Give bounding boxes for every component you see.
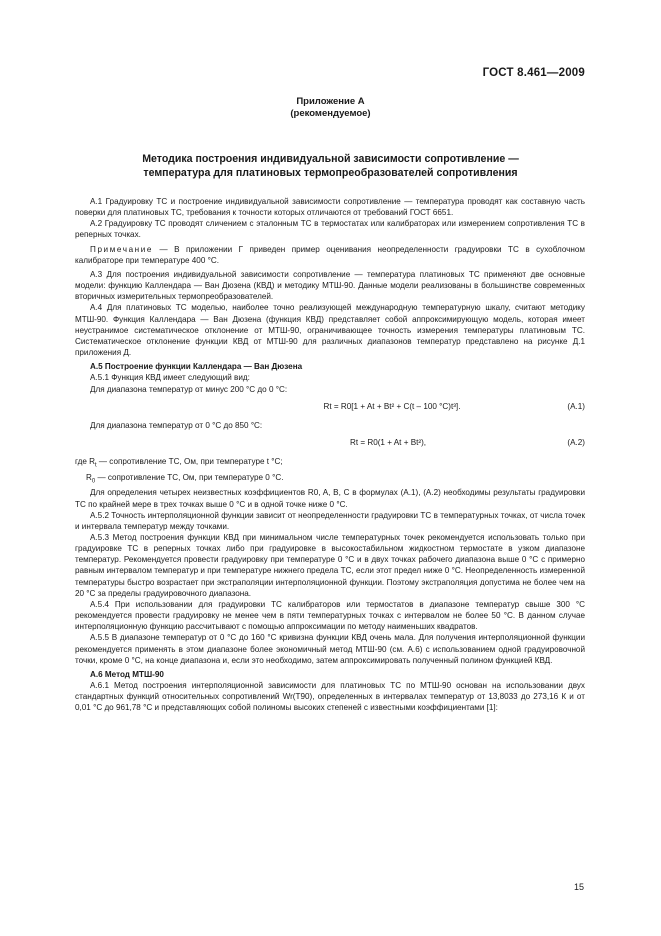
section-title-line-1: Методика построения индивидуальной зависимости сопротивление —: [142, 153, 519, 165]
where-r0: $R_0$ — сопротивление ТС, Ом, при температуре 0 °С.: [86, 472, 284, 485]
paragraph-coefficients: Для определения четырех неизвестных коэффициентов R0, A, B, C в формулах (А.1), (А.2) необходимы результаты градуировки ТС по крайней мере в трех точках выше 0 °С и в одной точке ниже 0 °С.: [75, 488, 585, 509]
paragraph-a52: А.5.2 Точность интерполяционной функции зависит от неопределенности градуировки ТС в температурных точках, от числа точек и интервала температур между точками.: [75, 510, 585, 531]
note-text: — В приложении Г приведен пример оценивания неопределенности градуировки ТС в сухоблочном калибраторе при температуре 400 °С.: [75, 244, 585, 265]
appendix-title: Приложение А: [296, 96, 365, 107]
paragraph-a3: А.3 Для построения индивидуальной зависимости сопротивление — температура платиновых ТС применяют две основные модели: функцию Каллендара — Ван Дюзена (КВД) и методику МТШ-90. Данные модели реализованы в большинстве современных вторичных измерительных термопреобразователей.: [75, 269, 585, 302]
paragraph-a2: А.2 Градуировку ТС проводят сличением с эталонным ТС в термостатах или калибраторах или измерением сопротивления ТС в реперных точках.: [75, 219, 585, 240]
note-paragraph: [75, 244, 585, 266]
document-body: [75, 196, 585, 714]
paragraph-a55: А.5.5 В диапазоне температур от 0 °С до 160 °С кривизна функции КВД очень мала. Для получения интерполяционной функции рекомендуется применять в этом диапазоне более экономичный метод МТШ-90 (см. А.6) с использованием одной градуировочной точки, кроме 0 °С, на конце диапазона и, если это необходимо, затем аппроксимировать полученный полином функцией КВД.: [75, 633, 585, 665]
range-text-2: Для диапазона температур от 0 °С до 850 °С:: [90, 420, 263, 430]
formula-a1: Rt = R0[1 + At + Bt² + C(t – 100 °C)t³].: [323, 401, 461, 411]
paragraph-a51: А.5.1 Функция КВД имеет следующий вид:: [90, 373, 250, 383]
heading-a5: А.5 Построение функции Каллендара — Ван Дюзена: [90, 362, 303, 372]
standard-header: ГОСТ 8.461—2009: [482, 67, 585, 79]
range-text-1: Для диапазона температур от минус 200 °С до 0 °С:: [90, 384, 288, 394]
paragraph-a61: А.6.1 Метод построения интерполяционной зависимости для платиновых ТС по МТШ-90 основан на использовании двух стандартных функций относительных сопротивлений Wr(T90), определенных в интервалах температур от 13,8033 до 273,16 К и от 0,01 °С до 961,78 °С и представляющих собой полиномы высоких степеней с известными коэффициентами [1]:: [75, 681, 585, 713]
formula-a1-number: (А.1): [567, 401, 585, 411]
paragraph-a54: А.5.4 При использовании для градуировки ТС калибраторов или термостатов в диапазоне температур свыше 300 °С рекомендуется провести градуировку не менее чем в пяти температурных точках с интервалом не более 50 °С. В данном случае интерполяционную функцию рассчитывают с помощью аппроксимации по методу наименьших квадратов.: [75, 599, 585, 632]
page-number: 15: [573, 882, 584, 892]
section-title-line-2: температура для платиновых термопреобразователей сопротивления: [143, 167, 518, 179]
note-label: Примечание: [90, 244, 154, 254]
appendix-status: (рекомендуемое): [290, 108, 371, 119]
paragraph-a4: А.4 Для платиновых ТС моделью, наиболее точно реализующей международную температурную шкалу, считают методику МТШ-90. Функция Каллендара — Ван Дюзена (функция КВД) представляет собой аппроксимирующую модель, которая имеет неустранимое систематическое отклонение от МТШ-90, ограничивающее точность измерения температуры платиновым ТС. Систематическое отклонение функции КВД от МТШ-90 для различных диапазонов температур представлено на рисунке Д.1 приложения Д.: [75, 303, 585, 358]
formula-a2-number: (А.2): [567, 437, 585, 447]
paragraph-a1: А.1 Градуировку ТС и построение индивидуальной зависимости сопротивление — температура проводят как составную часть поверки для платиновых ТС, требования к точности которых отличаются от требований ГОСТ 6651.: [75, 197, 585, 218]
formula-a2: Rt = R0(1 + At + Bt²),: [349, 437, 427, 447]
paragraph-a53: А.5.3 Метод построения функции КВД при минимальном числе температурных точек рекомендуется использовать только при градуировке ТС в реперных точках либо при градуировке в высокостабильном жидкостном термостате в узком диапазоне температур. Рекомендуется провести градуировку при температуре 0 °С и в двух точках рабочего диапазона выше 0 °С с примерно равным интервалом температур и при температуре нижнего предела ТС, если этот предел ниже 0 °С. Неопределенность измеренной температуры быстро возрастает при экстраполяции интерполяционной функции. Поэтому экстраполяция допустима не более чем на 20 °С за пределы градуировочного диапазона.: [75, 533, 585, 598]
where-rt: где $R_t$ — сопротивление ТС, Ом, при температуре t °С;: [75, 456, 283, 469]
formula-a2-line: [75, 437, 585, 451]
formula-a1-line: [75, 401, 585, 415]
heading-a6: А.6 Метод МТШ-90: [90, 669, 164, 679]
